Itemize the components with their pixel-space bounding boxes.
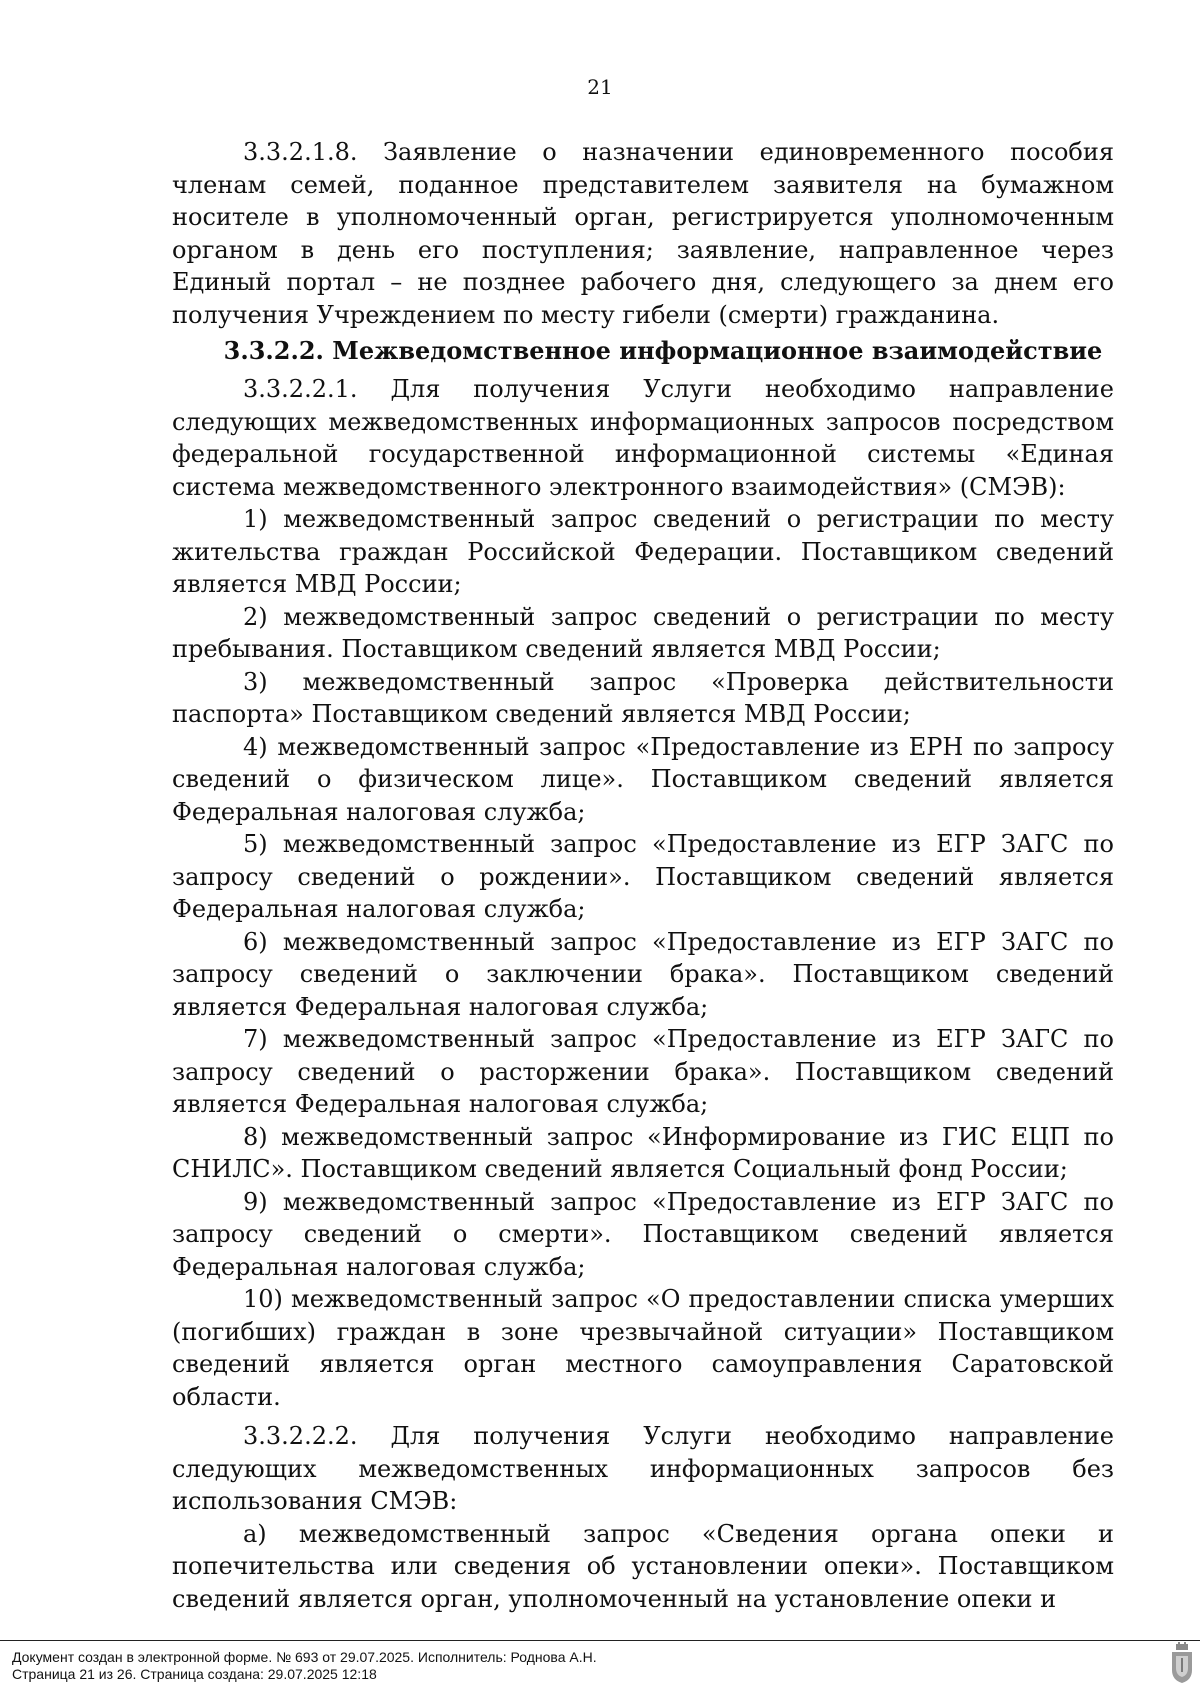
footer-line-page-info: Страница 21 из 26. Страница создана: 29.07.2025 12:18 bbox=[12, 1665, 377, 1682]
section-heading: 3.3.2.2. Межведомственное информационное взаимодействие bbox=[223, 336, 1103, 365]
coat-of-arms-icon bbox=[1170, 1642, 1194, 1684]
list-item: 10) межведомственный запрос «О предоставлении списка умерших (погибших) граждан в зоне чрезвычайной ситуации» Поставщиком сведений является орган местного самоуправления Саратовской области. bbox=[172, 1285, 1114, 1411]
document-footer bbox=[12, 1649, 597, 1682]
list-item: 3) межведомственный запрос «Проверка действительности паспорта» Поставщиком сведений является МВД России; bbox=[172, 667, 1114, 728]
list-item: 1) межведомственный запрос сведений о регистрации по месту жительства граждан Российской Федерации. Поставщиком сведений является МВД России; bbox=[172, 505, 1114, 598]
list-item: 5) межведомственный запрос «Предоставление из ЕГР ЗАГС по запросу сведений о рождении». Поставщиком сведений является Федеральная налоговая служба; bbox=[172, 830, 1114, 923]
footer-line-document-info: Документ создан в электронной форме. № 693 от 29.07.2025. Исполнитель: Роднова А.Н. bbox=[12, 1649, 597, 1665]
footer-divider bbox=[0, 1640, 1200, 1641]
list-item: а) межведомственный запрос «Сведения органа опеки и попечительства или сведения об установлении опеки». Поставщиком сведений является орган, уполномоченный на установление опеки и bbox=[172, 1519, 1114, 1613]
list-item: 4) межведомственный запрос «Предоставление из ЕРН по запросу сведений о физическом лице». Поставщиком сведений является Федеральная налоговая служба; bbox=[172, 732, 1114, 826]
list-item: 8) межведомственный запрос «Информирование из ГИС ЕЦП по СНИЛС». Поставщиком сведений является Социальный фонд России; bbox=[172, 1122, 1114, 1183]
section-1-intro: 3.3.2.2.1. Для получения Услуги необходимо направление следующих межведомственных информационных запросов посредством федеральной государственной информационной системы «Единая система межведомственного электронного взаимодействия» (СМЭВ): bbox=[172, 375, 1114, 501]
section-2-intro: 3.3.2.2.2. Для получения Услуги необходимо направление следующих межведомственных информационных запросов без использования СМЭВ: bbox=[172, 1422, 1114, 1515]
list-item: 6) межведомственный запрос «Предоставление из ЕГР ЗАГС по запросу сведений о заключении брака». Поставщиком сведений является Федеральная налоговая служба; bbox=[172, 927, 1114, 1021]
list-item: 9) межведомственный запрос «Предоставление из ЕГР ЗАГС по запросу сведений о смерти». Поставщиком сведений является Федеральная налоговая служба; bbox=[172, 1187, 1114, 1281]
list-item: 7) межведомственный запрос «Предоставление из ЕГР ЗАГС по запросу сведений о расторжении брака». Поставщиком сведений является Федеральная налоговая служба; bbox=[172, 1025, 1114, 1118]
list-item: 2) межведомственный запрос сведений о регистрации по месту пребывания. Поставщиком сведений является МВД России; bbox=[172, 602, 1114, 663]
page-number: 21 bbox=[587, 75, 613, 99]
document-body bbox=[172, 136, 1114, 1615]
paragraph-3-3-2-1-8: 3.3.2.1.8. Заявление о назначении единовременного пособия членам семей, поданное представителем заявителя на бумажном носителе в уполномоченный орган, регистрируется уполномоченным органом в день его поступления; заявление, направленное через Единый портал – не позднее рабочего дня, следующего за днем его получения Учреждением по месту гибели (смерти) гражданина. bbox=[172, 138, 1114, 329]
